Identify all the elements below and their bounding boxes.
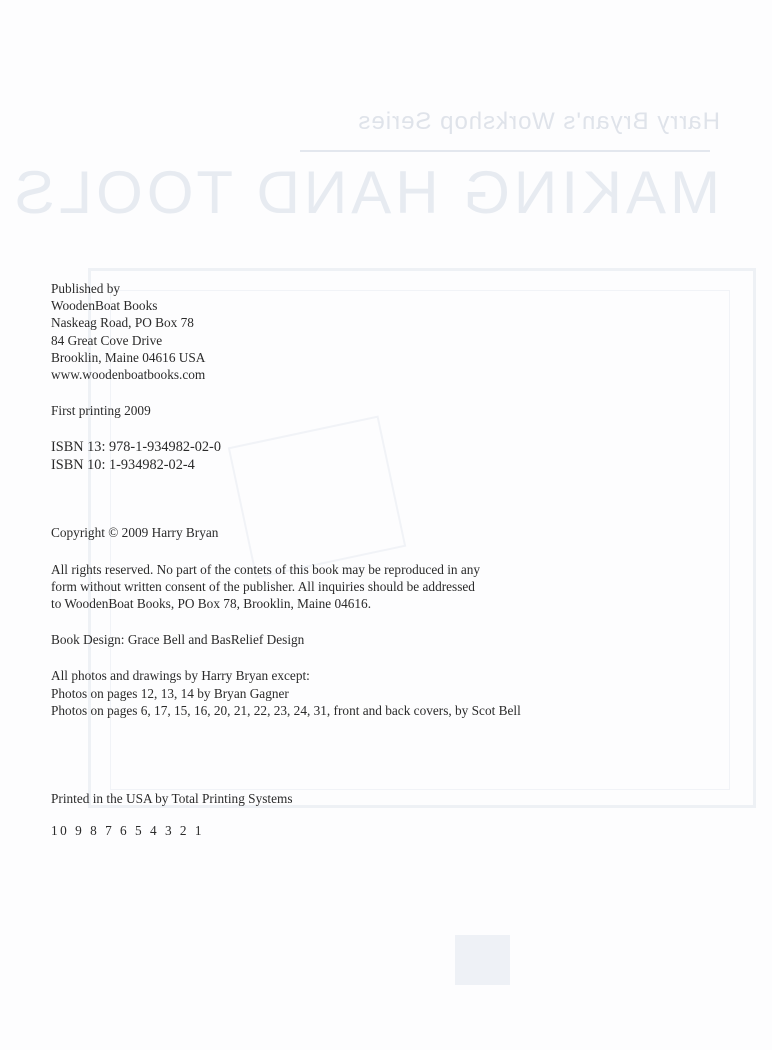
show-through-publisher-logo (455, 935, 510, 985)
publisher-city: Brooklin, Maine 04616 USA (51, 349, 206, 365)
rights-block (51, 561, 481, 613)
print-line-numbers: 10 9 8 7 6 5 4 3 2 1 (51, 823, 205, 838)
publisher-name: WoodenBoat Books (51, 298, 158, 314)
photo-credits-block (51, 667, 521, 719)
show-through-rule (300, 150, 710, 152)
photo-credits-intro: All photos and drawings by Harry Bryan except: (51, 668, 310, 684)
publisher-block (51, 280, 521, 383)
copyright-notice: Copyright © 2009 Harry Bryan (51, 525, 219, 541)
publisher-address: Naskeag Road, PO Box 78 (51, 315, 194, 331)
isbn-block (51, 438, 521, 474)
show-through-title-text: MAKING HAND TOOLS (10, 159, 720, 226)
isbn-10: ISBN 10: 1-934982-02-4 (51, 457, 195, 474)
colophon (51, 280, 521, 738)
first-printing: First printing 2009 (51, 403, 151, 419)
rights-statement: All rights reserved. No part of the contets of this book may be reproduced in any form without written consent of the publisher. All inquiries should be addressed to WoodenBoat Books, PO Box 78, Brooklin, Maine 04616. (51, 561, 481, 612)
printer-credit: Printed in the USA by Total Printing Systems (51, 791, 293, 806)
photo-credit-1: Photos on pages 12, 13, 14 by Bryan Gagner (51, 685, 289, 701)
show-through-series-text: Harry Bryan's Workshop Series (357, 108, 720, 135)
publisher-street: 84 Great Cove Drive (51, 332, 163, 348)
photo-credit-2: Photos on pages 6, 17, 15, 16, 20, 21, 22, 23, 24, 31, front and back covers, by Scot Bell (51, 702, 521, 718)
copyright-block (51, 524, 521, 541)
publisher-website: www.woodenboatbooks.com (51, 367, 206, 383)
printing-block (51, 402, 521, 419)
design-block (51, 631, 521, 648)
isbn-13: ISBN 13: 978-1-934982-02-0 (51, 439, 221, 456)
publisher-line: Published by (51, 281, 121, 296)
book-design-credit: Book Design: Grace Bell and BasRelief Design (51, 632, 305, 648)
